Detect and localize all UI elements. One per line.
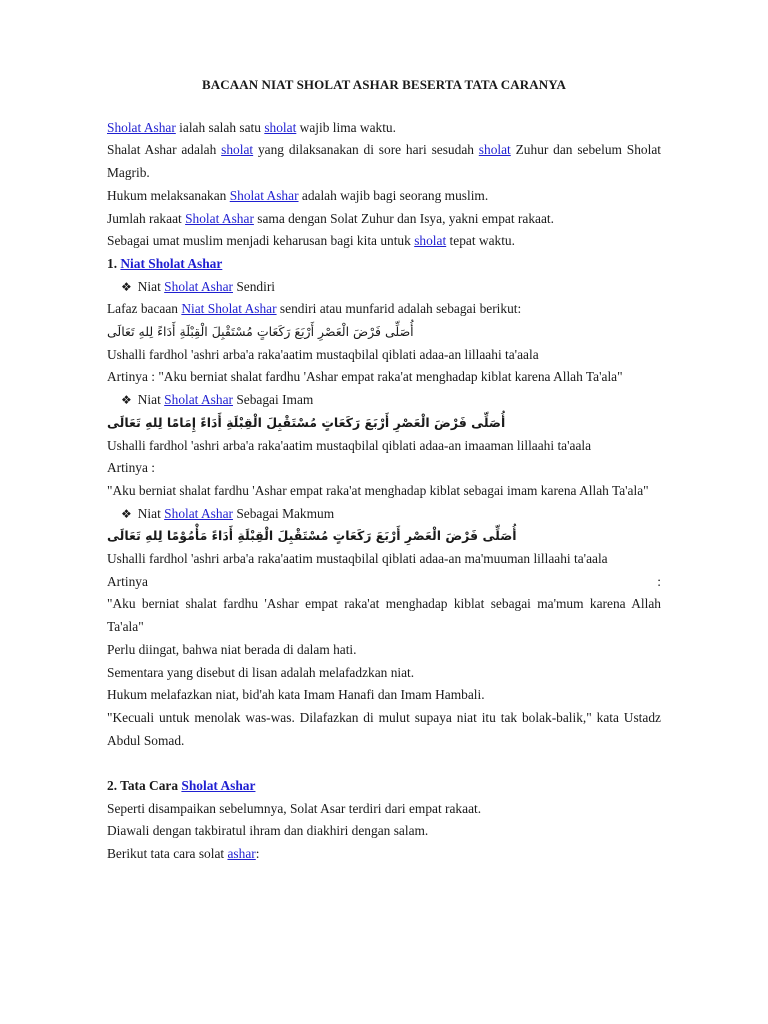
- bullet-niat-sendiri: ❖ Niat Sholat Ashar Sendiri: [121, 278, 276, 294]
- tata-cara-line: Seperti disampaikan sebelumnya, Solat Asar terdiri dari empat rakaat.: [107, 800, 482, 816]
- link-sholat-ashar[interactable]: Sholat Ashar: [164, 505, 233, 521]
- link-sholat-ashar[interactable]: Sholat Ashar: [181, 778, 256, 794]
- link-sholat-ashar[interactable]: Sholat Ashar: [164, 392, 233, 408]
- note-line: Hukum melafazkan niat, bid'ah kata Imam Hanafi dan Imam Hambali.: [107, 687, 485, 703]
- link-sholat-ashar[interactable]: Sholat Ashar: [107, 119, 176, 135]
- section-1-heading: 1. Niat Sholat Ashar: [107, 255, 223, 271]
- diamond-bullet-icon: ❖: [121, 393, 132, 408]
- link-sholat[interactable]: sholat: [221, 142, 254, 158]
- intro-line-5: Sebagai umat muslim menjadi keharusan bagi kita untuk sholat tepat waktu.: [107, 233, 515, 249]
- note-line: Sementara yang disebut di lisan adalah melafadzkan niat.: [107, 664, 415, 680]
- tata-cara-line: Diawali dengan takbiratul ihram dan diakhiri dengan salam.: [107, 823, 429, 839]
- artinya-label-imam: Artinya :: [107, 460, 155, 476]
- diamond-bullet-icon: ❖: [121, 506, 132, 521]
- link-sholat-ashar[interactable]: Sholat Ashar: [229, 187, 299, 203]
- link-niat-sholat-ashar[interactable]: Niat Sholat Ashar: [120, 255, 223, 271]
- diamond-bullet-icon: ❖: [121, 279, 132, 294]
- section-2-heading: 2. Tata Cara Sholat Ashar: [107, 778, 256, 794]
- intro-line-1: Sholat Ashar ialah salah satu sholat wajib lima waktu.: [107, 119, 396, 135]
- intro-line-3: Hukum melaksanakan Sholat Ashar adalah wajib bagi seorang muslim.: [107, 187, 489, 203]
- arabic-niat-makmum: أُصَلِّى فَرْضَ الْعَصْرِ أَرْبَعَ رَكَعَاتٍ مُسْتَقْبِلَ الْقِبْلَةِ أَدَاءً مَأْمُوْمًا لِلهِ تَعَالَى: [107, 528, 517, 544]
- document-title: BACAAN NIAT SHOLAT ASHAR BESERTA TATA CARANYA: [201, 77, 567, 92]
- link-sholat[interactable]: sholat: [478, 142, 511, 158]
- link-sholat-ashar[interactable]: Sholat Ashar: [185, 210, 254, 226]
- arabic-niat-imam: أُصَلِّى فَرْضَ الْعَصْرِ أَرْبَعَ رَكَعَاتٍ مُسْتَقْبِلَ الْقِبْلَةِ أَدَاءً إِمَامًا لِلهِ تَعَالَى: [107, 414, 506, 430]
- link-sholat-ashar[interactable]: Sholat Ashar: [164, 278, 233, 294]
- note-line: Perlu diingat, bahwa niat berada di dalam hati.: [107, 641, 357, 657]
- artinya-niat-imam: "Aku berniat shalat fardhu 'Ashar empat raka'at menghadap kiblat sebagai imam karena Allah Ta'ala": [107, 482, 649, 498]
- link-ashar[interactable]: ashar: [227, 846, 256, 862]
- intro-line-4: Jumlah rakaat Sholat Ashar sama dengan Solat Zuhur dan Isya, yakni empat rakaat.: [107, 210, 554, 226]
- link-sholat[interactable]: sholat: [414, 233, 447, 249]
- latin-niat-makmum: Ushalli fardhol 'ashri arba'a raka'aatim mustaqbilal qiblati adaa-an ma'muuman lillaahi ta'aala: [107, 551, 608, 567]
- link-sholat[interactable]: sholat: [264, 119, 297, 135]
- intro-line-2: Shalat Ashar adalah sholat yang dilaksanakan di sore hari sesudah sholat Zuhur dan sebelum Sholat Magrib.: [107, 142, 662, 181]
- lafaz-line: Lafaz bacaan Niat Sholat Ashar sendiri atau munfarid adalah sebagai berikut:: [107, 301, 522, 317]
- latin-niat-sendiri: Ushalli fardhol 'ashri arba'a raka'aatim mustaqbilal qiblati adaa-an lillaahi ta'aala: [107, 346, 539, 362]
- artinya-niat-makmum: "Aku berniat shalat fardhu 'Ashar empat raka'at menghadap kiblat sebagai ma'mum karena Allah Ta'ala": [107, 596, 661, 635]
- link-niat-sholat-ashar[interactable]: Niat Sholat Ashar: [181, 301, 277, 317]
- artinya-niat-sendiri: Artinya : "Aku berniat shalat fardhu 'Ashar empat raka'at menghadap kiblat karena Allah Ta'ala": [107, 369, 623, 385]
- arabic-niat-sendiri: أُصَلِّى فَرْضَ الْعَصْرِ أَرْبَعَ رَكَعَاتٍ مُسْتَقْبِلَ الْقِبْلَةِ أَدَاءً لِلهِ تَعَالَى: [107, 324, 414, 340]
- tata-cara-line: Berikut tata cara solat ashar:: [107, 846, 260, 862]
- note-line: "Kecuali untuk menolak was-was. Dilafazkan di mulut supaya niat itu tak bolak-balik," kata Ustadz Abdul Somad.: [107, 709, 661, 748]
- bullet-niat-makmum: ❖ Niat Sholat Ashar Sebagai Makmum: [121, 505, 335, 521]
- latin-niat-imam: Ushalli fardhol 'ashri arba'a raka'aatim mustaqbilal qiblati adaa-an imaaman lillaahi ta'aala: [107, 437, 592, 453]
- paragraph-gap: [107, 752, 661, 775]
- bullet-niat-imam: ❖ Niat Sholat Ashar Sebagai Imam: [121, 392, 314, 408]
- artinya-label-makmum: Artinya :: [107, 573, 661, 589]
